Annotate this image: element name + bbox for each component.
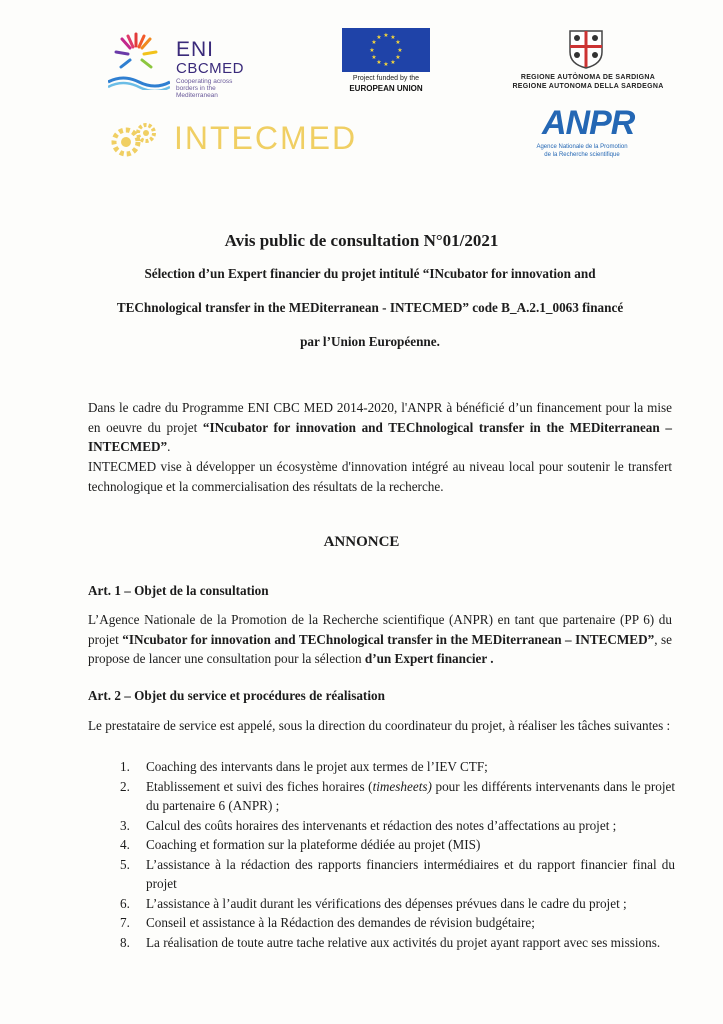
eu-caption-funded: Project funded by the (352, 75, 420, 82)
art1-expert-bold: d’un Expert financier . (364, 651, 494, 666)
subtitle-line-1: Sélection d’un Expert financier du projet intitulé “INcubator for innovation and (144, 266, 596, 281)
article-1-text (88, 610, 672, 669)
anpr-wordmark: ANPR (542, 104, 635, 142)
svg-text:★: ★ (371, 54, 377, 61)
anpr-subtitle-1: Agence Nationale de la Promotion (536, 144, 628, 150)
article-2-heading: Art. 2 – Objet du service et procédures de réalisation (88, 688, 385, 703)
svg-text:★: ★ (395, 54, 401, 61)
art1-project-bold: “INcubator for innovation and TEChnological transfer in the MEDiterranean – INTECMED” (122, 631, 655, 647)
svg-text:★: ★ (376, 59, 382, 66)
list-item-text: L’assistance à la rédaction des rapports financiers intermédiaires et du rapport financier final du projet (146, 856, 675, 891)
anpr-subtitle-2: de la Recherche scientifique (544, 152, 620, 158)
eu-flag-icon (342, 28, 430, 72)
svg-text:★: ★ (383, 32, 389, 39)
list-item (120, 777, 675, 816)
intecmed-wordmark: INTECMED (174, 120, 358, 156)
list-item (120, 913, 675, 933)
list-number: 7. (120, 915, 130, 930)
article-2-intro: Le prestataire de service est appelé, sous la direction du coordinateur du projet, à réaliser les tâches suivantes : (88, 718, 671, 733)
eni-wave-icon (108, 74, 170, 90)
subtitle-line-3: par l’Union Européenne. (300, 334, 440, 349)
list-item-text-b: pour les différents intervenants dans le projet du partenaire 6 (ANPR) ; (146, 778, 675, 813)
subtitle-line-2: TEChnological transfer in the MEDiterranean - INTECMED” code B_A.2.1_0063 financé (116, 300, 624, 315)
svg-text:★: ★ (383, 61, 389, 68)
svg-text:★: ★ (390, 59, 396, 66)
list-item-text-a: Etablissement et suivi des fiches horaires ( (146, 778, 373, 794)
document-title: Avis public de consultation N°01/2021 (224, 231, 499, 250)
sardegna-line-2: REGIONE AUTONOMA DELLA SARDEGNA (512, 83, 664, 90)
regione-sardegna-logo (508, 28, 676, 96)
article-1-heading: Art. 1 – Objet de la consultation (88, 583, 269, 598)
intro-paragraph-2: INTECMED vise à développer un écosystème d'innovation intégré au niveau local pour soutenir le transfert technologique et la commercialisation des résultats de la recherche. (88, 459, 672, 494)
art1-text-a: L’Agence Nationale de la Promotion de la Recherche scientifique (ANPR) en tant que partenaire (PP 6) du projet (88, 612, 672, 647)
intro-paragraph-1 (88, 398, 672, 457)
list-item (120, 835, 675, 855)
list-number: 1. (120, 759, 130, 774)
annonce-heading: ANNONCE (323, 534, 400, 550)
svg-text:★: ★ (371, 39, 377, 46)
list-item (120, 757, 675, 777)
eni-sunburst-icon (108, 30, 164, 76)
list-item-text: Coaching et formation sur la plateforme dédiée au projet (MIS) (146, 837, 481, 852)
eni-subname: CBCMED (176, 60, 245, 77)
svg-text:★: ★ (397, 47, 403, 54)
list-item (120, 816, 675, 836)
list-number: 6. (120, 895, 130, 911)
project-name-bold: “INcubator for innovation and TEChnological transfer in the MEDiterranean – INTECMED” (88, 419, 672, 454)
intro-text-a: Dans le cadre du Programme ENI CBC MED 2014-2020, l'ANPR à bénéficié d’un financement pour la mise en oeuvre du projet (88, 400, 672, 435)
anpr-logo (532, 104, 635, 164)
list-number: 2. (120, 778, 130, 794)
list-item (120, 855, 675, 894)
list-number: 3. (120, 817, 130, 833)
sardegna-line-1: REGIONE AUTÒNOMA DE SARDIGNA (520, 74, 656, 81)
eu-caption-name: EUROPEAN UNION (349, 84, 423, 93)
list-item-text: Calcul des coûts horaires des intervenants et rédaction des notes d’affectations au projet ; (146, 817, 617, 833)
art1-text-c: , se propose de lancer une consultation pour la sélection (88, 631, 672, 666)
list-number: 8. (120, 934, 130, 950)
list-item (120, 933, 675, 953)
list-item-italic: timesheets) (372, 778, 432, 794)
eu-logo (340, 28, 432, 94)
eni-cbcmed-logo (108, 30, 278, 99)
eni-name: ENI (176, 38, 215, 61)
list-item-text: La réalisation de toute autre tache relative aux activités du projet ayant rapport avec ses missions. (146, 934, 661, 950)
list-number: 4. (120, 837, 130, 852)
sardegna-coat-of-arms-icon (566, 28, 606, 70)
intecmed-logo (110, 118, 380, 164)
svg-text:★: ★ (395, 39, 401, 46)
task-list (120, 757, 675, 952)
list-item-text: Coaching des intervants dans le projet aux termes de l’IEV CTF; (146, 759, 488, 774)
list-item (120, 894, 675, 914)
gears-icon (110, 120, 164, 160)
intro-text-c: . (167, 439, 171, 454)
list-item-text: Conseil et assistance à la Rédaction des demandes de révision budgétaire; (146, 915, 535, 930)
eni-tagline: Cooperating across borders in the Mediterranean (176, 78, 233, 99)
list-item-text: L’assistance à l’audit durant les vérifications des dépenses prévues dans le cadre du projet ; (146, 895, 627, 911)
list-number: 5. (120, 856, 130, 872)
svg-text:★: ★ (390, 34, 396, 41)
svg-text:★: ★ (369, 47, 375, 54)
svg-text:★: ★ (376, 34, 382, 41)
